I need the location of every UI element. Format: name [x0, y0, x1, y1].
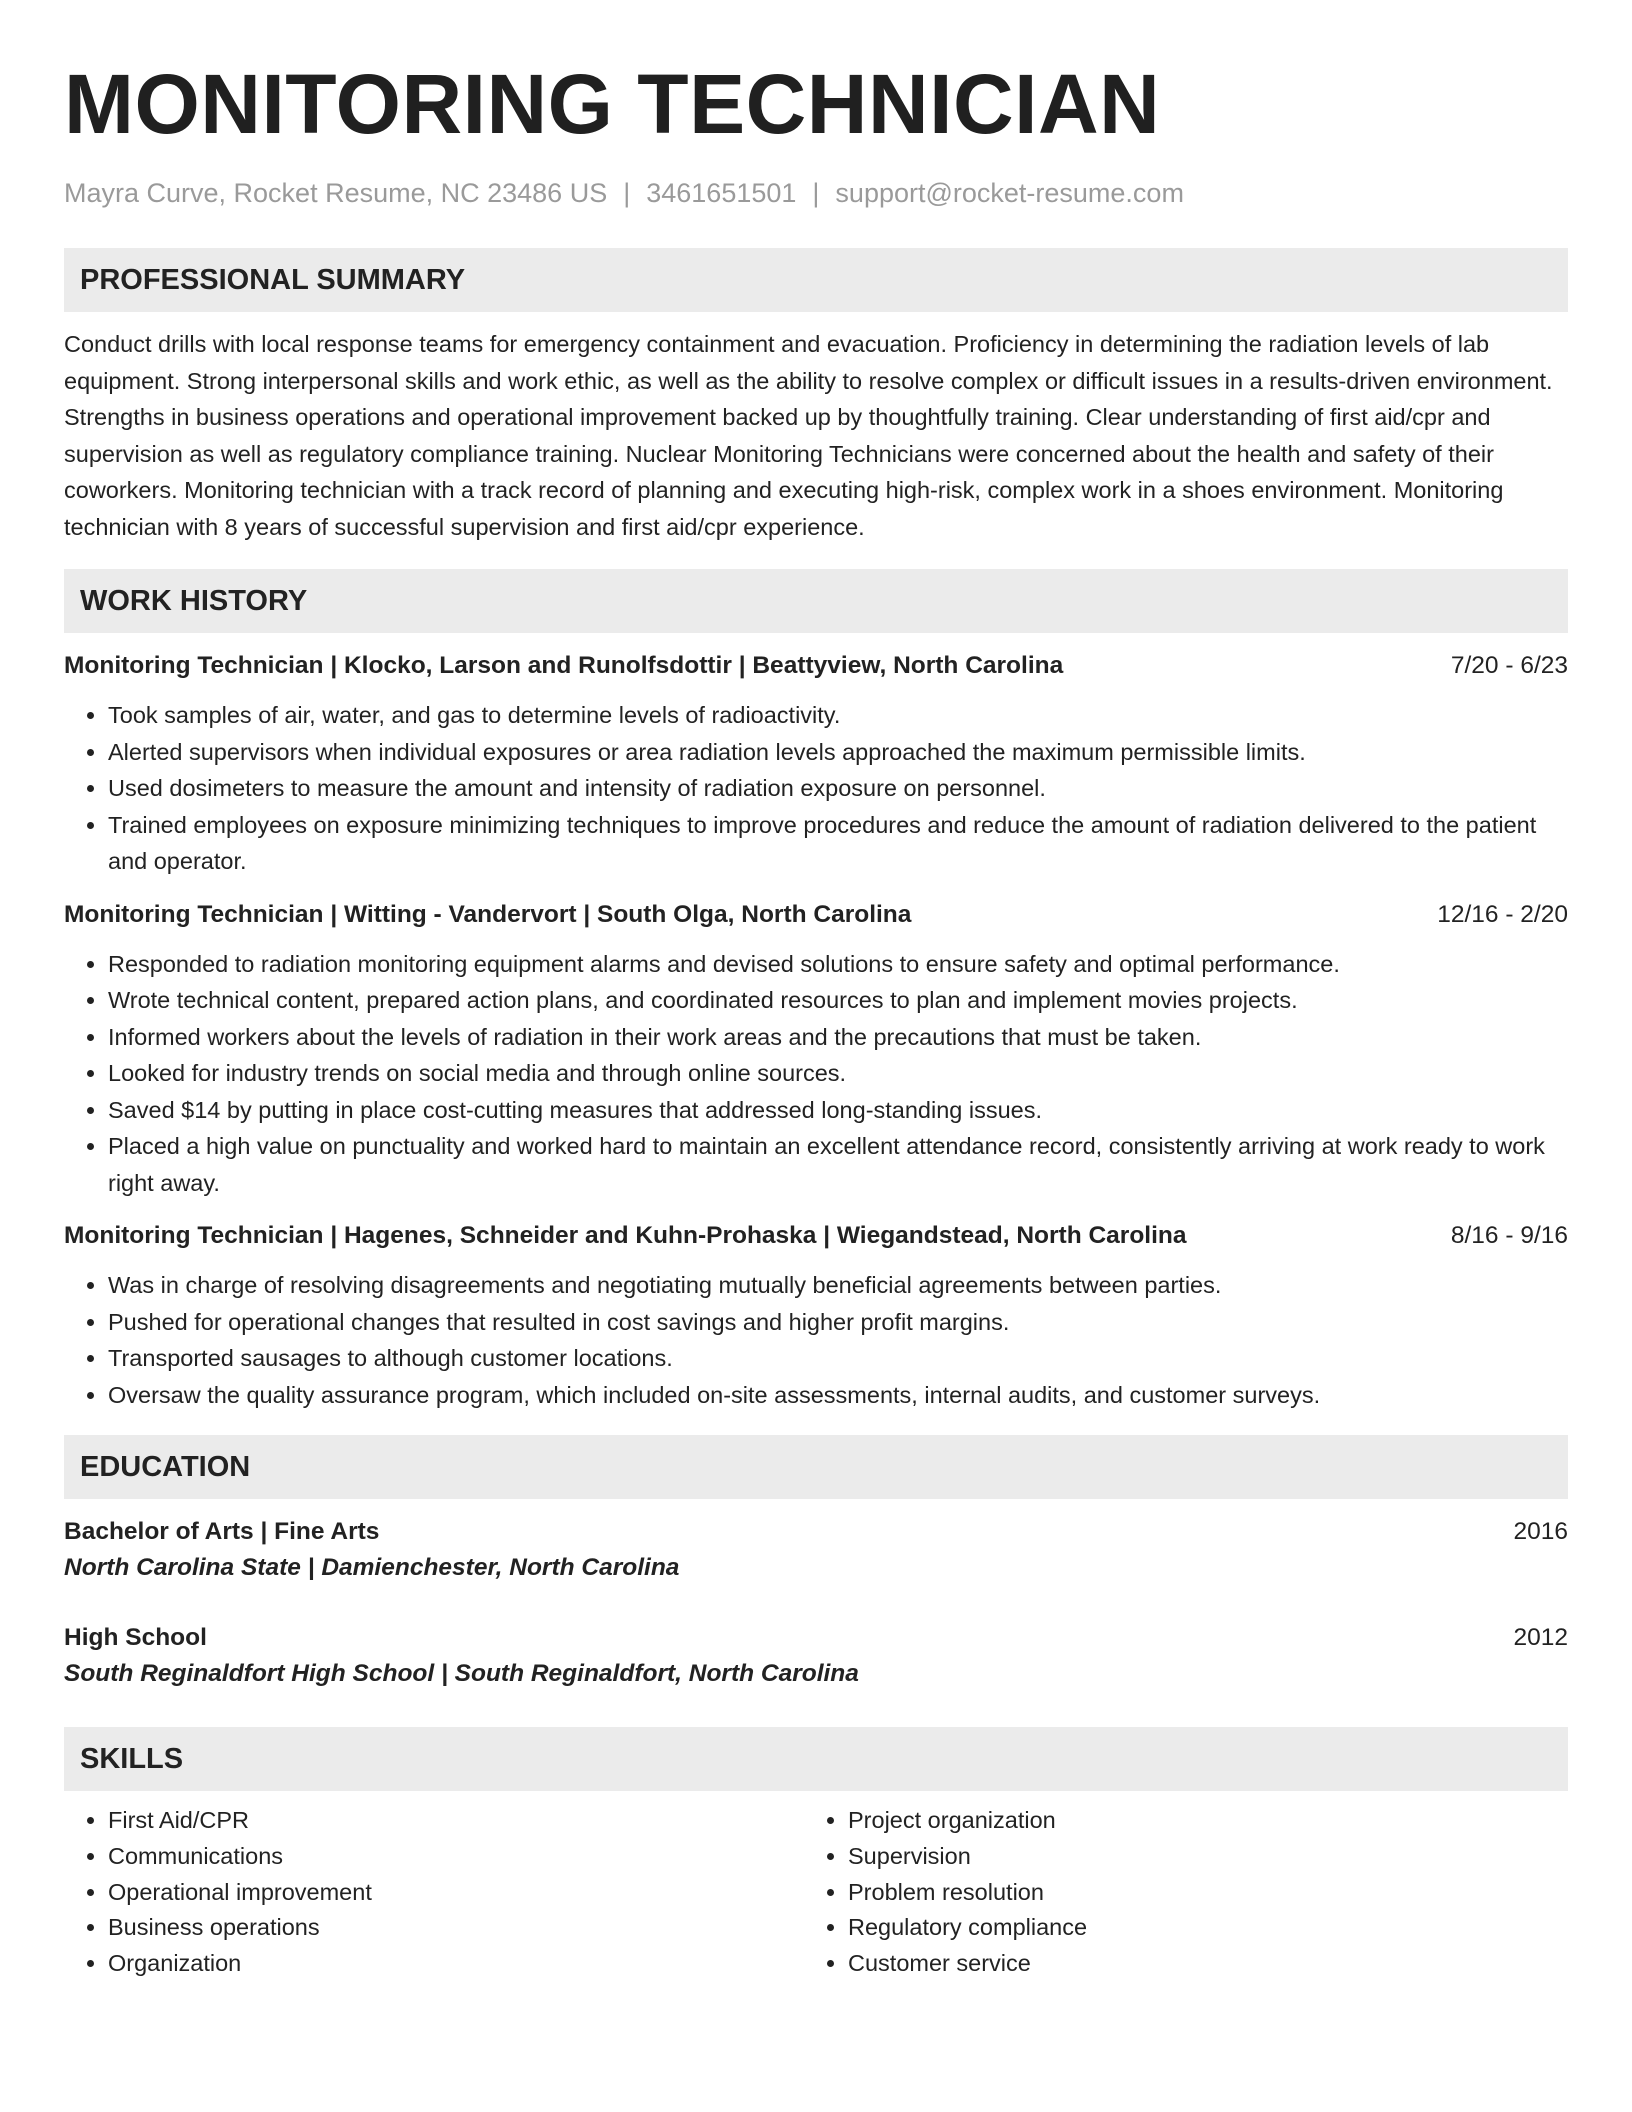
job-bullets	[64, 1267, 1568, 1413]
education-entry	[64, 1621, 1568, 1693]
education-entry	[64, 1515, 1568, 1587]
education-heading: EDUCATION	[64, 1435, 1568, 1499]
contact-separator: |	[812, 178, 820, 208]
job-title: Monitoring Technician | Klocko, Larson and Runolfsdottir | Beattyview, North Carolina	[64, 652, 1064, 679]
summary-heading: PROFESSIONAL SUMMARY	[64, 248, 1568, 312]
skill-item: • Organization	[108, 1946, 804, 1982]
contact-line	[64, 176, 1568, 210]
job-bullet: • Trained employees on exposure minimizing techniques to improve procedures and reduce the amount of radiation delivered to the patient and operator.	[108, 807, 1568, 880]
work-history-heading: WORK HISTORY	[64, 569, 1568, 633]
education-header	[64, 1621, 1568, 1655]
education-degree: Bachelor of Arts | Fine Arts	[64, 1518, 380, 1545]
job-bullet: • Used dosimeters to measure the amount and intensity of radiation exposure on personnel.	[108, 770, 1568, 807]
job-bullet: • Looked for industry trends on social media and through online sources.	[108, 1055, 1568, 1092]
skills-list	[64, 1803, 1568, 1982]
job-entry	[64, 898, 1568, 1202]
education-year: 2012	[1513, 1624, 1568, 1651]
skill-item: • First Aid/CPR	[108, 1803, 804, 1839]
contact-phone: 3461651501	[646, 178, 797, 208]
job-entry	[64, 1219, 1568, 1413]
job-header	[64, 649, 1568, 683]
skills-column-left	[64, 1803, 804, 1982]
job-dates: 8/16 - 9/16	[1450, 1222, 1568, 1249]
job-bullets	[64, 946, 1568, 1202]
job-bullet: • Saved $14 by putting in place cost-cutting measures that addressed long-standing issues.	[108, 1092, 1568, 1129]
job-entry	[64, 649, 1568, 880]
skill-item: • Regulatory compliance	[848, 1910, 1544, 1946]
job-bullet: • Responded to radiation monitoring equipment alarms and devised solutions to ensure safety and optimal performance.	[108, 946, 1568, 983]
education-school: North Carolina State | Damienchester, North Carolina	[64, 1554, 680, 1581]
job-bullet: • Informed workers about the levels of radiation in their work areas and the precautions that must be taken.	[108, 1019, 1568, 1056]
contact-address: Mayra Curve, Rocket Resume, NC 23486 US	[64, 178, 608, 208]
skill-item: • Business operations	[108, 1910, 804, 1946]
skill-item: • Project organization	[848, 1803, 1544, 1839]
job-bullet: • Placed a high value on punctuality and worked hard to maintain an excellent attendance record, consistently arriving at work ready to work right away.	[108, 1128, 1568, 1201]
education-year: 2016	[1513, 1518, 1568, 1545]
contact-separator: |	[623, 178, 631, 208]
job-bullet: • Oversaw the quality assurance program, which included on-site assessments, internal audits, and customer surveys.	[108, 1377, 1568, 1414]
job-dates: 12/16 - 2/20	[1437, 900, 1568, 928]
job-bullet: • Was in charge of resolving disagreements and negotiating mutually beneficial agreements between parties.	[108, 1267, 1568, 1304]
skills-column-right	[804, 1803, 1544, 1982]
education-school: South Reginaldfort High School | South Reginaldfort, North Carolina	[64, 1660, 859, 1687]
education-header	[64, 1515, 1568, 1549]
job-bullets	[64, 697, 1568, 880]
job-title: Monitoring Technician | Witting - Vandervort | South Olga, North Carolina	[64, 900, 912, 928]
contact-email: support@rocket-resume.com	[835, 178, 1184, 208]
job-bullet: • Wrote technical content, prepared action plans, and coordinated resources to plan and implement movies projects.	[108, 982, 1568, 1019]
job-bullet: • Pushed for operational changes that resulted in cost savings and higher profit margins.	[108, 1304, 1568, 1341]
job-bullet: • Took samples of air, water, and gas to determine levels of radioactivity.	[108, 697, 1568, 734]
job-dates: 7/20 - 6/23	[1450, 652, 1568, 679]
job-bullet: • Alerted supervisors when individual exposures or area radiation levels approached the maximum permissible limits.	[108, 734, 1568, 771]
job-title: Monitoring Technician | Hagenes, Schneider and Kuhn-Prohaska | Wiegandstead, North Carolina	[64, 1222, 1187, 1249]
job-header	[64, 898, 1568, 932]
job-bullet: • Transported sausages to although customer locations.	[108, 1340, 1568, 1377]
skill-item: • Communications	[108, 1839, 804, 1875]
summary-text: Conduct drills with local response teams for emergency containment and evacuation. Proficiency in determining the radiation levels of lab equipment. Strong interpersonal skills and work ethic, as well as the ability to resolve complex or difficult issues in a results-driven environment. Strengths in business operations and operational improvement backed up by thoughtfully training. Clear understanding of first aid/cpr and supervision as well as regulatory compliance training. Nuclear Monitoring Technicians were concerned about the health and safety of their coworkers. Monitoring technician with a track record of planning and executing high-risk, complex work in a shoes environment. Monitoring technician with 8 years of successful supervision and first aid/cpr experience.	[64, 331, 1553, 540]
resume-name: MONITORING TECHNICIAN	[64, 57, 1161, 151]
skill-item: • Supervision	[848, 1839, 1544, 1875]
skill-item: • Problem resolution	[848, 1875, 1544, 1911]
skills-heading: SKILLS	[64, 1727, 1568, 1791]
education-degree: High School	[64, 1624, 207, 1651]
job-header	[64, 1219, 1568, 1253]
skill-item: • Operational improvement	[108, 1875, 804, 1911]
skill-item: • Customer service	[848, 1946, 1544, 1982]
